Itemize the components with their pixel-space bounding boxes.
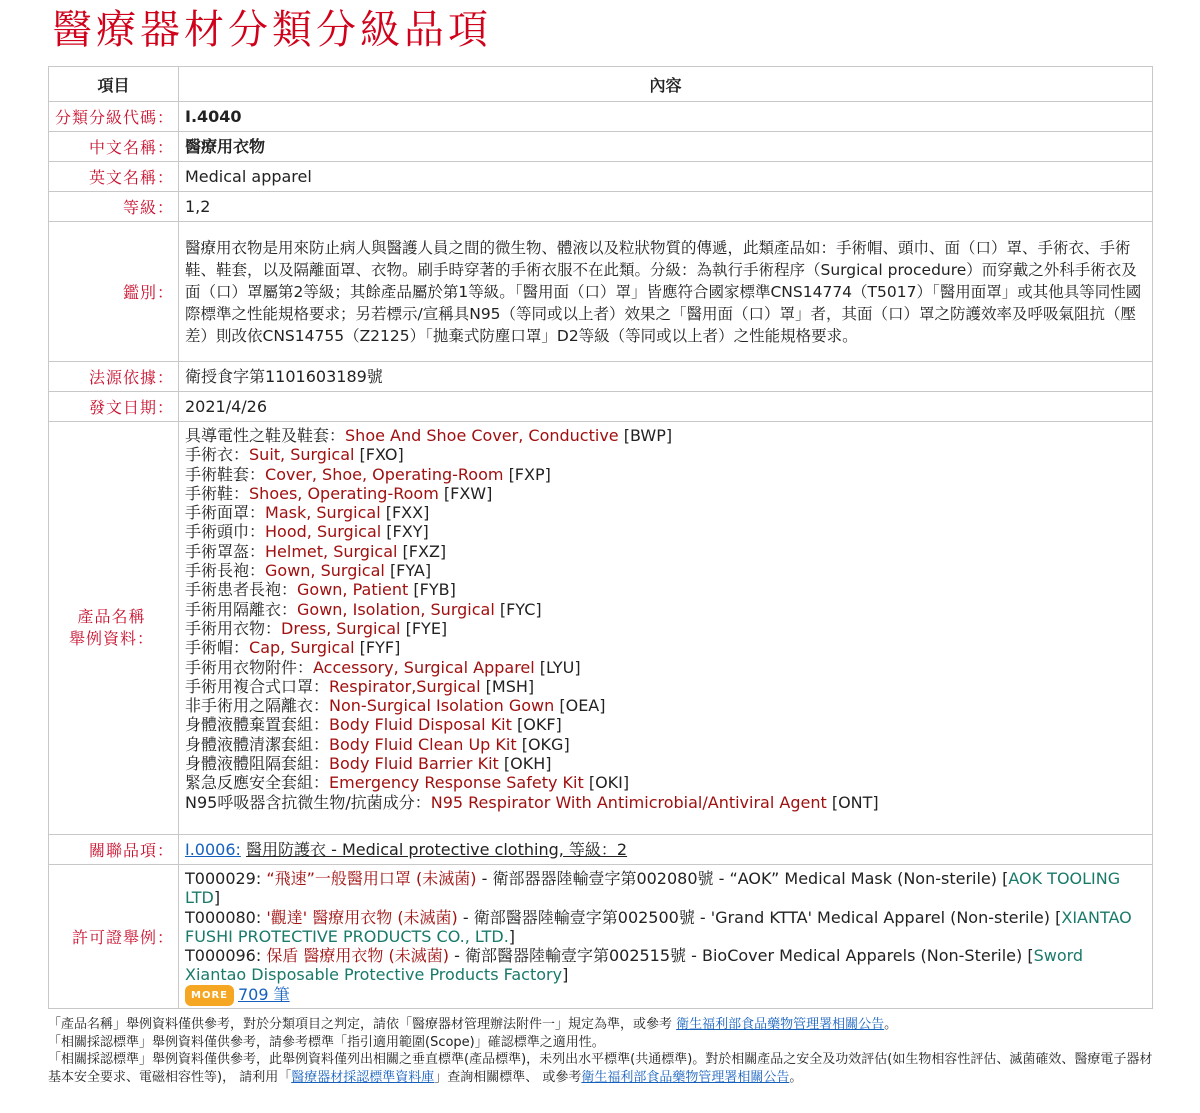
table-header-row — [49, 67, 1153, 102]
product-item — [185, 600, 1146, 619]
product-code: [FXX] — [385, 503, 430, 523]
product-item — [185, 754, 1146, 773]
product-code: [FYA] — [389, 561, 432, 581]
product-en-name: Body Fluid Disposal Kit — [329, 715, 512, 735]
license-item — [185, 946, 1146, 985]
product-code: [OKI] — [588, 773, 630, 793]
note-3-mid: 」查詢相關標準、 或參考 — [434, 1069, 582, 1085]
note-3-text: 「相關採認標準」舉例資料僅供參考，此舉例資料僅列出相關之垂直標準(產品標準)，未列出水平標準(共通標準)。對於相關產品之安全及功效評估(如生物相容性評估、滅菌確效、醫療電子器材基本安全要求、電磁相容性等)， 請利用「 — [48, 1052, 1153, 1085]
product-item — [185, 658, 1146, 677]
product-code: [ONT] — [831, 792, 879, 812]
product-item — [185, 793, 1146, 812]
row-licenses — [49, 865, 1153, 1009]
product-cn-name: 手術長袍： — [185, 561, 266, 581]
value-en-name: Medical apparel — [179, 162, 1153, 192]
product-item — [185, 484, 1146, 503]
product-cn-name: 手術面罩： — [185, 503, 266, 523]
product-item — [185, 619, 1146, 638]
product-item — [185, 735, 1146, 754]
product-code: [LYU] — [539, 657, 581, 677]
product-code: [FXO] — [359, 445, 404, 465]
product-item — [185, 503, 1146, 522]
row-legal-basis — [49, 362, 1153, 392]
license-item — [185, 908, 1146, 947]
license-id: T000029: — [185, 869, 262, 888]
product-code: [FYE] — [405, 618, 448, 638]
value-related — [179, 835, 1153, 865]
license-id: T000080: — [185, 907, 262, 927]
product-cn-name: 手術罩盔： — [185, 541, 266, 561]
product-cn-name: 手術用隔離衣： — [185, 599, 298, 619]
note-line-1 — [48, 1016, 1158, 1034]
product-item — [185, 561, 1146, 580]
license-company[interactable]: XIANTAO FUSHI PROTECTIVE PRODUCTS CO., LTD. — [185, 907, 1132, 946]
product-code: [OKH] — [503, 754, 552, 774]
header-content: 內容 — [179, 67, 1153, 102]
product-code: [FYC] — [499, 599, 542, 619]
product-item — [185, 677, 1146, 696]
product-cn-name: 身體液體阻隔套組： — [185, 754, 330, 774]
value-grade: 1,2 — [179, 192, 1153, 222]
label-licenses: 許可證舉例： — [49, 865, 179, 1009]
product-item — [185, 445, 1146, 464]
standards-database-link[interactable]: 醫療器材採認標準資料庫 — [291, 1069, 435, 1085]
product-en-name: Hood, Surgical — [265, 522, 382, 542]
label-products — [49, 422, 179, 835]
note-1-end: 。 — [884, 1017, 898, 1032]
license-end: ] — [508, 926, 516, 946]
product-code: [FYF] — [359, 638, 401, 658]
label-cn-name: 中文名稱： — [49, 132, 179, 162]
row-issue-date — [49, 392, 1153, 422]
product-item — [185, 715, 1146, 734]
product-code: [MSH] — [485, 676, 535, 696]
product-en-name: Cover, Shoe, Operating-Room — [265, 464, 504, 484]
product-en-name: Gown, Surgical — [265, 561, 385, 581]
product-item — [185, 522, 1146, 541]
label-code: 分類分級代碼： — [49, 102, 179, 132]
product-item — [185, 465, 1146, 484]
more-count-link[interactable]: 709 筆 — [237, 984, 290, 1004]
product-en-name: Suit, Surgical — [249, 445, 355, 465]
value-legal-basis: 衛授食字第1101603189號 — [179, 362, 1153, 392]
license-company[interactable]: AOK TOOLING LTD — [185, 869, 1121, 908]
product-en-name: Shoe And Shoe Cover, Conductive — [345, 426, 619, 445]
product-en-name: Gown, Isolation, Surgical — [297, 599, 495, 619]
fda-announcement-link-2[interactable]: 衛生福利部食品藥物管理署相關公告 — [581, 1069, 790, 1085]
value-identification: 醫療用衣物是用來防止病人與醫護人員之間的微生物、體液以及粒狀物質的傳遞，此類產品如：手術帽、頭巾、面（口）罩、手術衣、手術鞋、鞋套，以及隔離面罩、衣物。刷手時穿著的手術衣服不在此類。分級：為執行手術程序（Surgical procedure）而穿戴之外科手術衣及面（口）罩屬第2等級；其餘產品屬於第1等級。「醫用面（口）罩」皆應符合國家標準CNS14774（T5017）「醫用面罩」或其他具等同性國際標準之性能規格要求；另若標示/宣稱具N95（等同或以上者）效果之「醫用面（口）罩」者，其面（口）罩之防護效率及呼吸氣阻抗（壓差）則改依CNS14755（Z2125）「拋棄式防塵口罩」D2等級（等同或以上者）之性能規格要求。 — [179, 222, 1153, 362]
product-code: [BWP] — [623, 426, 673, 445]
product-cn-name: 身體液體棄置套組： — [185, 715, 330, 735]
label-products-line2: 舉例資料： — [68, 629, 154, 648]
product-cn-name: 手術衣： — [185, 445, 250, 465]
product-en-name: Mask, Surgical — [265, 503, 381, 523]
product-cn-name: N95呼吸器含抗微生物/抗菌成分： — [185, 792, 431, 812]
more-badge[interactable]: MORE — [185, 985, 234, 1006]
product-list — [179, 422, 1153, 835]
product-en-name: Respirator,Surgical — [329, 676, 481, 696]
product-cn-name: 手術鞋套： — [185, 464, 266, 484]
product-code: [OEA] — [559, 696, 606, 716]
product-en-name: N95 Respirator With Antimicrobial/Antiviral Agent — [430, 792, 827, 812]
related-code-link[interactable]: I.0006: — [185, 839, 241, 859]
product-code: [FXP] — [508, 464, 551, 484]
product-cn-name: 緊急反應安全套組： — [185, 773, 330, 793]
product-en-name: Accessory, Surgical Apparel — [313, 657, 535, 677]
product-en-name: Body Fluid Clean Up Kit — [329, 734, 517, 754]
row-grade — [49, 192, 1153, 222]
related-item-link[interactable]: 醫用防護衣 - Medical protective clothing, 等級：2 — [246, 839, 628, 859]
page-title: 醫療器材分類分級品項 — [52, 7, 492, 53]
notes — [48, 1016, 1158, 1086]
product-en-name: Body Fluid Barrier Kit — [329, 754, 499, 774]
license-item — [185, 869, 1146, 908]
product-code: [OKG] — [521, 734, 570, 754]
product-cn-name: 手術帽： — [185, 638, 250, 658]
product-en-name: Gown, Patient — [297, 580, 409, 600]
product-cn-name: 具導電性之鞋及鞋套： — [185, 426, 346, 445]
product-cn-name: 非手術用之隔離衣： — [185, 696, 330, 716]
product-code: [FYB] — [413, 580, 456, 600]
label-issue-date: 發文日期： — [49, 392, 179, 422]
row-en-name — [49, 162, 1153, 192]
license-product-name[interactable]: 保盾 醫療用衣物 (未滅菌) — [266, 946, 450, 966]
product-en-name: Emergency Response Safety Kit — [329, 773, 584, 793]
product-en-name: Helmet, Surgical — [265, 541, 398, 561]
label-products-line1: 產品名稱 — [77, 607, 146, 626]
header-item: 項目 — [49, 67, 179, 102]
fda-announcement-link-1[interactable]: 衛生福利部食品藥物管理署相關公告 — [676, 1017, 885, 1032]
product-item — [185, 696, 1146, 715]
value-code: I.4040 — [179, 102, 1153, 132]
product-cn-name: 手術患者長袍： — [185, 580, 298, 600]
product-cn-name: 身體液體清潔套組： — [185, 734, 330, 754]
license-detail: - 衛部器器陸輸壹字第002080號 - “AOK” Medical Mask (Non-sterile) [ — [476, 869, 1009, 888]
value-cn-name: 醫療用衣物 — [179, 132, 1153, 162]
product-item — [185, 580, 1146, 599]
label-grade: 等級： — [49, 192, 179, 222]
product-cn-name: 手術用衣物： — [185, 618, 282, 638]
classification-table — [48, 66, 1153, 1009]
product-cn-name: 手術鞋： — [185, 483, 250, 503]
license-id: T000096: — [185, 946, 262, 966]
label-identification: 鑑別： — [49, 222, 179, 362]
license-detail: - 衛部醫器陸輸壹字第002500號 - 'Grand KTTA' Medical Apparel (Non-sterile) [ — [457, 907, 1062, 927]
product-item — [185, 773, 1146, 792]
license-detail: - 衛部醫器陸輸壹字第002515號 - BioCover Medical Apparels (Non-Sterile) [ — [449, 946, 1034, 966]
product-en-name: Cap, Surgical — [249, 638, 355, 658]
product-cn-name: 手術用複合式口罩： — [185, 676, 330, 696]
note-line-3 — [48, 1051, 1158, 1086]
product-cn-name: 手術用衣物附件： — [185, 657, 314, 677]
product-code: [FXY] — [386, 522, 429, 542]
product-item — [185, 542, 1146, 561]
product-item — [185, 638, 1146, 657]
row-products — [49, 422, 1153, 835]
product-code: [FXZ] — [402, 541, 447, 561]
product-cn-name: 手術頭巾： — [185, 522, 266, 542]
note-3-end: 。 — [789, 1069, 803, 1085]
value-issue-date: 2021/4/26 — [179, 392, 1153, 422]
product-code: [FXW] — [443, 483, 493, 503]
label-related: 關聯品項： — [49, 835, 179, 865]
product-en-name: Dress, Surgical — [281, 618, 401, 638]
license-end: ] — [213, 888, 221, 908]
label-legal-basis: 法源依據： — [49, 362, 179, 392]
license-product-name[interactable]: “飛速”一般醫用口罩 (未滅菌) — [266, 869, 477, 888]
license-list — [179, 865, 1153, 1009]
more-row — [185, 985, 1146, 1006]
product-en-name: Shoes, Operating-Room — [249, 483, 439, 503]
product-item — [185, 426, 1146, 445]
row-cn-name — [49, 132, 1153, 162]
note-line-2: 「相關採認標準」舉例資料僅供參考，請參考標準「指引適用範圍(Scope)」確認標準之適用性。 — [48, 1034, 605, 1050]
label-en-name: 英文名稱： — [49, 162, 179, 192]
note-1-text: 「產品名稱」舉例資料僅供參考，對於分類項目之判定，請依「醫療器材管理辦法附件一」規定為準，或參考 — [48, 1017, 677, 1032]
row-identification — [49, 222, 1153, 362]
license-company[interactable]: Sword Xiantao Disposable Protective Products Factory — [185, 946, 1084, 985]
product-code: [OKF] — [517, 715, 562, 735]
row-related — [49, 835, 1153, 865]
license-product-name[interactable]: '觀達' 醫療用衣物 (未滅菌) — [266, 907, 458, 927]
row-code — [49, 102, 1153, 132]
license-end: ] — [562, 965, 569, 985]
product-en-name: Non-Surgical Isolation Gown — [329, 696, 555, 716]
